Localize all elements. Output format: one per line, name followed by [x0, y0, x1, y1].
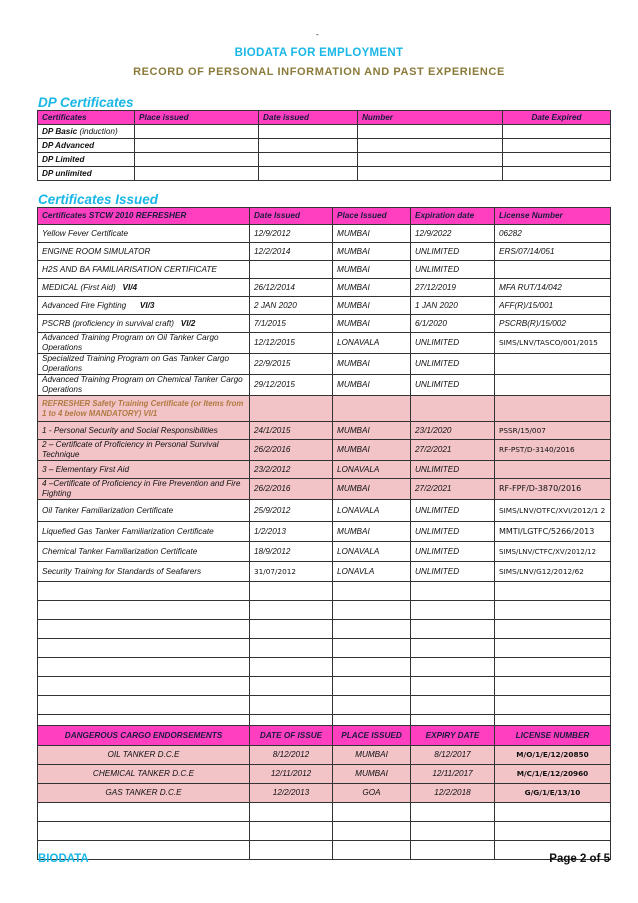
cert-place: MUMBAI — [333, 261, 411, 279]
dce-expiry: 12/2/2018 — [411, 784, 495, 803]
table-row — [38, 422, 611, 440]
empty-row — [38, 715, 611, 726]
empty-row — [38, 677, 611, 696]
certificates-table — [37, 207, 611, 860]
column-header: LICENSE NUMBER — [495, 726, 611, 746]
empty-row — [38, 620, 611, 639]
column-header: Place issued — [135, 111, 259, 125]
cert-expiry: UNLIMITED — [411, 461, 495, 479]
cert-date: 29/12/2015 — [250, 375, 333, 396]
cert-name: 4 –Certificate of Proficiency in Fire Prevention and Fire Fighting — [38, 479, 250, 500]
column-header: DATE OF ISSUE — [250, 726, 333, 746]
cert-date: 2 JAN 2020 — [250, 297, 333, 315]
cert-date: 7/1/2015 — [250, 315, 333, 333]
cert-license — [495, 396, 611, 422]
cert-place: MUMBAI — [333, 422, 411, 440]
cert-name: Yellow Fever Certificate — [38, 225, 250, 243]
empty-row — [38, 582, 611, 601]
column-header: Certificates — [38, 111, 135, 125]
cert-date: 25/9/2012 — [250, 500, 333, 522]
cert-place: MUMBAI — [333, 522, 411, 542]
cert-name: Advanced Training Program on Chemical Tanker Cargo Operations — [38, 375, 250, 396]
cert-expiry: UNLIMITED — [411, 562, 495, 582]
dce-license: G/G/1/E/13/10 — [495, 784, 611, 803]
table-row — [38, 243, 611, 261]
table-row — [38, 542, 611, 562]
cert-name: Chemical Tanker Familiarization Certificate — [38, 542, 250, 562]
table-cell — [503, 139, 611, 153]
dp-name: DP Basic — [42, 126, 78, 136]
empty-row — [38, 639, 611, 658]
cert-place: MUMBAI — [333, 375, 411, 396]
cert-expiry: 27/2/2021 — [411, 440, 495, 461]
table-row — [38, 440, 611, 461]
cert-expiry: UNLIMITED — [411, 522, 495, 542]
cert-expiry: UNLIMITED — [411, 542, 495, 562]
table-row — [38, 167, 611, 181]
cert-license: SIMS/LNV/G12/2012/62 — [495, 562, 611, 582]
cert-expiry: 27/12/2019 — [411, 279, 495, 297]
cert-expiry: UNLIMITED — [411, 354, 495, 375]
empty-row — [38, 841, 611, 860]
cert-expiry — [411, 396, 495, 422]
empty-row — [38, 601, 611, 620]
empty-row — [38, 658, 611, 677]
table-row — [38, 125, 611, 139]
dp-name: DP Advanced — [42, 140, 95, 150]
cert-date — [250, 396, 333, 422]
table-cell — [259, 139, 358, 153]
dce-date: 8/12/2012 — [250, 746, 333, 765]
cert-expiry: UNLIMITED — [411, 243, 495, 261]
table-cell — [135, 125, 259, 139]
cert-date — [250, 261, 333, 279]
document-subtitle: RECORD OF PERSONAL INFORMATION AND PAST EXPERIENCE — [133, 66, 505, 78]
cert-name: Oil Tanker Familiarization Certificate — [38, 500, 250, 522]
column-header: Date Expired — [503, 111, 611, 125]
dce-place: MUMBAI — [333, 746, 411, 765]
table-cell — [135, 167, 259, 181]
cert-name: 3 – Elementary First Aid — [38, 461, 250, 479]
column-header: Certificates STCW 2010 REFRESHER — [38, 208, 250, 225]
table-cell — [38, 125, 135, 139]
column-header: EXPIRY DATE — [411, 726, 495, 746]
cert-place: LONAVALA — [333, 542, 411, 562]
footer-label: BIODATA — [38, 853, 89, 865]
empty-row — [38, 696, 611, 715]
stcw-code: VI/3 — [139, 300, 155, 310]
column-header: Expiration date — [411, 208, 495, 225]
cert-date: 1/2/2013 — [250, 522, 333, 542]
cert-date: 12/12/2015 — [250, 333, 333, 354]
cert-place: LONAVALA — [333, 461, 411, 479]
table-row — [38, 354, 611, 375]
cert-date: 23/2/2012 — [250, 461, 333, 479]
table-cell — [135, 139, 259, 153]
column-header: Number — [358, 111, 503, 125]
cert-license: 06282 — [495, 225, 611, 243]
table-row — [38, 522, 611, 542]
cert-place: MUMBAI — [333, 279, 411, 297]
table-cell — [503, 153, 611, 167]
table-row — [38, 139, 611, 153]
cert-license: MFA RUT/14/042 — [495, 279, 611, 297]
table-cell — [358, 139, 503, 153]
cert-name: Advanced Fire Fighting — [42, 300, 127, 310]
table-row — [38, 297, 611, 315]
cert-license — [495, 354, 611, 375]
dp-name: DP Limited — [42, 154, 85, 164]
table-row — [38, 153, 611, 167]
cert-date: 26/12/2014 — [250, 279, 333, 297]
column-header: DANGEROUS CARGO ENDORSEMENTS — [38, 726, 250, 746]
cert-place: MUMBAI — [333, 354, 411, 375]
column-header: PLACE ISSUED — [333, 726, 411, 746]
table-row — [38, 461, 611, 479]
dce-name: OIL TANKER D.C.E — [38, 746, 250, 765]
cert-expiry: UNLIMITED — [411, 500, 495, 522]
dp-certificates-table — [37, 110, 611, 181]
cert-place: LONAVLA — [333, 562, 411, 582]
cert-name: PSCRB (proficiency in survival craft) — [42, 318, 174, 328]
table-cell — [38, 297, 250, 315]
cert-date: 18/9/2012 — [250, 542, 333, 562]
table-row — [38, 500, 611, 522]
table-cell — [503, 167, 611, 181]
column-header: Date issued — [259, 111, 358, 125]
cert-date: 12/9/2012 — [250, 225, 333, 243]
dce-place: GOA — [333, 784, 411, 803]
cert-expiry: 12/9/2022 — [411, 225, 495, 243]
table-header-row — [38, 111, 611, 125]
cert-date: 31/07/2012 — [250, 562, 333, 582]
cert-place: MUMBAI — [333, 225, 411, 243]
empty-row — [38, 803, 611, 822]
dce-date: 12/11/2012 — [250, 765, 333, 784]
cert-name: MEDICAL (First Aid) — [42, 282, 116, 292]
cert-license: AFF(R)/15/001 — [495, 297, 611, 315]
table-cell — [358, 167, 503, 181]
dce-header-row — [38, 726, 611, 746]
cert-license — [495, 461, 611, 479]
cert-place: LONAVALA — [333, 500, 411, 522]
table-row — [38, 279, 611, 297]
dp-note: (induction) — [77, 126, 118, 136]
table-row — [38, 479, 611, 500]
table-row — [38, 261, 611, 279]
cert-license: PSCRB(R)/15/002 — [495, 315, 611, 333]
table-cell — [38, 167, 135, 181]
cert-license — [495, 375, 611, 396]
cert-place — [333, 396, 411, 422]
refresher-note: REFRESHER Safety Training Certificate (or Items from 1 to 4 below MANDATORY) VI/1 — [38, 396, 250, 422]
cert-license: SIMS/LNV/TASCO/001/2015 — [495, 333, 611, 354]
table-row — [38, 333, 611, 354]
cert-license: RF-PST/D-3140/2016 — [495, 440, 611, 461]
table-cell — [38, 139, 135, 153]
table-cell — [358, 125, 503, 139]
table-cell — [259, 153, 358, 167]
cert-date: 26/2/2016 — [250, 440, 333, 461]
cert-expiry: UNLIMITED — [411, 261, 495, 279]
table-cell — [503, 125, 611, 139]
cert-name: 2 – Certificate of Proficiency in Personal Survival Technique — [38, 440, 250, 461]
dce-row — [38, 765, 611, 784]
column-header: License Number — [495, 208, 611, 225]
cert-place: LONAVALA — [333, 333, 411, 354]
cert-name: Advanced Training Program on Oil Tanker Cargo Operations — [38, 333, 250, 354]
cert-place: MUMBAI — [333, 440, 411, 461]
dce-license: M/O/1/E/12/20850 — [495, 746, 611, 765]
cert-date: 26/2/2016 — [250, 479, 333, 500]
cert-license: PSSR/15/007 — [495, 422, 611, 440]
dce-name: CHEMICAL TANKER D.C.E — [38, 765, 250, 784]
cert-name: Specialized Training Program on Gas Tanker Cargo Operations — [38, 354, 250, 375]
cert-place: MUMBAI — [333, 297, 411, 315]
column-header: Place Issued — [333, 208, 411, 225]
dce-expiry: 8/12/2017 — [411, 746, 495, 765]
cert-name: ENGINE ROOM SIMULATOR — [38, 243, 250, 261]
cert-place: MUMBAI — [333, 315, 411, 333]
dce-expiry: 12/11/2017 — [411, 765, 495, 784]
empty-row — [38, 822, 611, 841]
cert-name: 1 - Personal Security and Social Responsibilities — [38, 422, 250, 440]
table-row — [38, 375, 611, 396]
dce-row — [38, 784, 611, 803]
document-title: BIODATA FOR EMPLOYMENT — [234, 47, 404, 59]
certificates-issued-heading: Certificates Issued — [38, 192, 159, 207]
cert-place: MUMBAI — [333, 479, 411, 500]
dce-name: GAS TANKER D.C.E — [38, 784, 250, 803]
cert-expiry: 27/2/2021 — [411, 479, 495, 500]
cert-license — [495, 261, 611, 279]
cert-license: ERS/07/14/051 — [495, 243, 611, 261]
column-header: Date Issued — [250, 208, 333, 225]
dp-certificates-heading: DP Certificates — [38, 95, 134, 110]
table-cell — [358, 153, 503, 167]
table-row — [38, 396, 611, 422]
cert-expiry: 6/1/2020 — [411, 315, 495, 333]
table-cell — [259, 125, 358, 139]
cert-license: MMTI/LGTFC/5266/2013 — [495, 522, 611, 542]
cert-name: H2S AND BA FAMILIARISATION CERTIFICATE — [38, 261, 250, 279]
cert-place: MUMBAI — [333, 243, 411, 261]
dce-date: 12/2/2013 — [250, 784, 333, 803]
cert-license: SIMS/LNV/CTFC/XV/2012/12 — [495, 542, 611, 562]
cert-name: Security Training for Standards of Seafarers — [38, 562, 250, 582]
cert-date: 12/2/2014 — [250, 243, 333, 261]
dce-place: MUMBAI — [333, 765, 411, 784]
cert-expiry: UNLIMITED — [411, 375, 495, 396]
cert-expiry: UNLIMITED — [411, 333, 495, 354]
table-row — [38, 225, 611, 243]
cert-license: SIMS/LNV/OTFC/XVI/2012/1 2 — [495, 500, 611, 522]
header-mark: - — [316, 30, 319, 39]
table-cell — [38, 315, 250, 333]
table-cell — [259, 167, 358, 181]
table-header-row — [38, 208, 611, 225]
stcw-code: VI/2 — [180, 318, 196, 328]
dce-license: M/C/1/E/12/20960 — [495, 765, 611, 784]
cert-expiry: 1 JAN 2020 — [411, 297, 495, 315]
table-row — [38, 315, 611, 333]
cert-date: 22/9/2015 — [250, 354, 333, 375]
stcw-code: VI/4 — [122, 282, 138, 292]
table-cell — [38, 153, 135, 167]
cert-date: 24/1/2015 — [250, 422, 333, 440]
cert-license: RF-FPF/D-3870/2016 — [495, 479, 611, 500]
table-cell — [135, 153, 259, 167]
table-cell — [38, 279, 250, 297]
cert-expiry: 23/1/2020 — [411, 422, 495, 440]
dce-row — [38, 746, 611, 765]
dp-name: DP unlimited — [42, 168, 92, 178]
cert-name: Liquefied Gas Tanker Familiarization Certificate — [38, 522, 250, 542]
table-row — [38, 562, 611, 582]
page-number: Page 2 of 5 — [549, 853, 610, 865]
